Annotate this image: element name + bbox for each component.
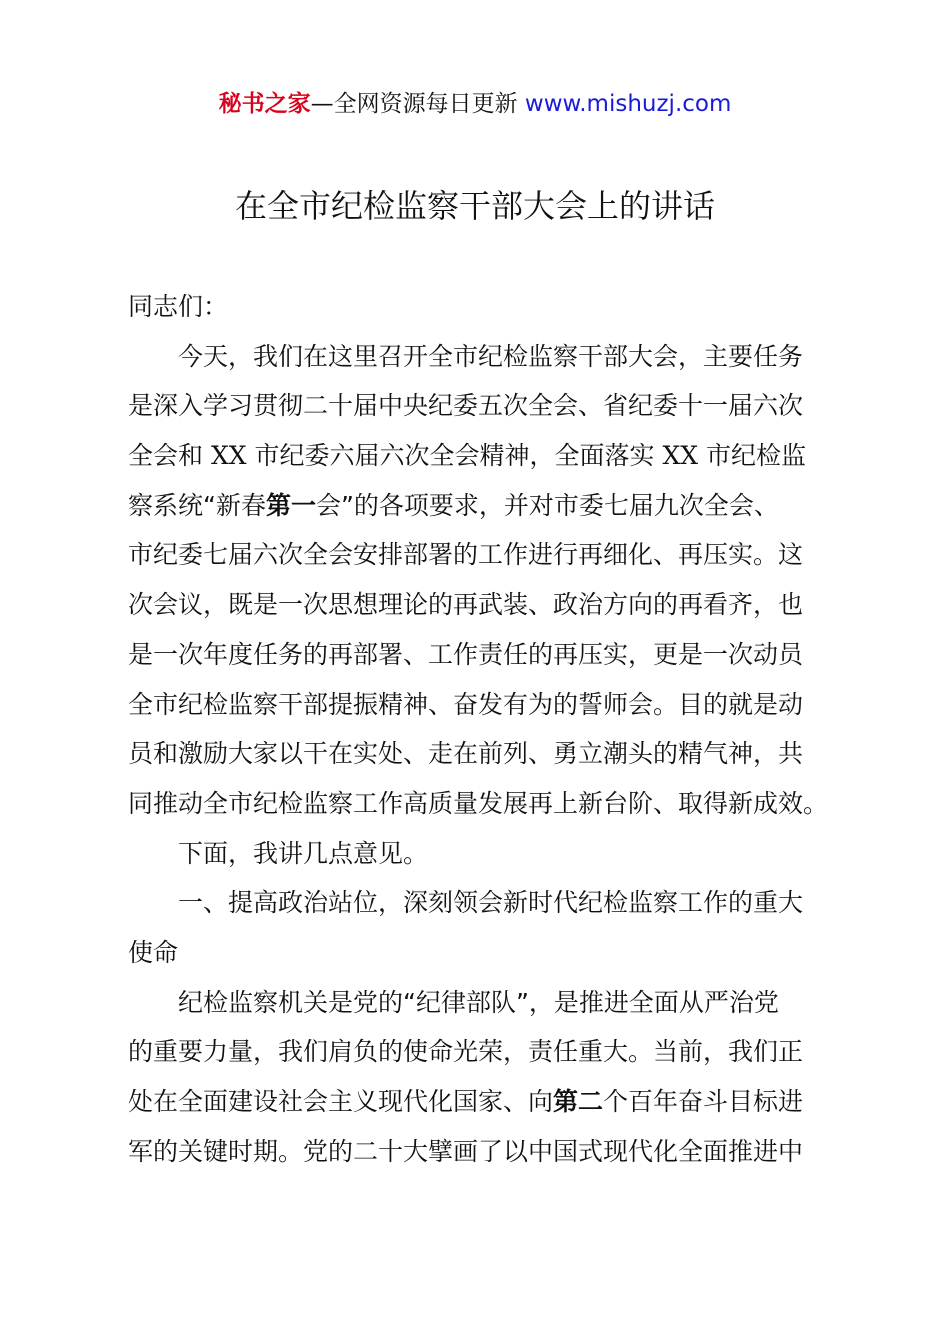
site-url[interactable]: www.mishuzj.com: [524, 91, 732, 117]
site-header: [0, 88, 950, 120]
text-run: 市纪委六届六次全会精神，全面落实: [246, 441, 663, 471]
document-body: [128, 282, 833, 1176]
text-run: 会”的各项要求，并对市委七届九次全会、: [315, 490, 779, 520]
paragraph-line: 纪检监察机关是党的“纪律部队”，是推进全面从严治党: [178, 987, 779, 1017]
bold-text-run: 第二: [553, 1087, 604, 1116]
text-run: XX: [662, 441, 699, 471]
paragraph-line: [128, 481, 833, 531]
paragraph-line: 的重要力量，我们肩负的使命光荣，责任重大。当前，我们正: [128, 1037, 804, 1067]
paragraph-line: 市纪委七届六次全会安排部署的工作进行再细化、再压实。这: [128, 540, 804, 570]
text-run: 察系统“新春: [128, 490, 266, 520]
paragraph-line: 是深入学习贯彻二十届中央纪委五次全会、省纪委十一届六次: [128, 391, 804, 421]
section-heading: 使命: [128, 937, 179, 967]
section-heading: 一、提高政治站位，深刻领会新时代纪检监察工作的重大: [178, 888, 804, 918]
paragraph-line: 下面，我讲几点意见。: [178, 838, 429, 868]
paragraph-line: 全市纪检监察干部提振精神、奋发有为的誓师会。目的就是动: [128, 689, 804, 719]
bold-text-run: 第一: [265, 490, 316, 520]
text-run: 全会和: [128, 441, 211, 471]
greeting: 同志们：: [128, 292, 229, 321]
text-run: XX: [210, 441, 247, 471]
paragraph-line: [128, 1077, 833, 1127]
paragraph-line: 是一次年度任务的再部署、工作责任的再压实，更是一次动员: [128, 639, 804, 669]
text-run: 市纪检监: [698, 441, 807, 471]
paragraph-line: 员和激励大家以干在实处、走在前列、勇立潮头的精气神，共: [128, 739, 804, 769]
paragraph-line: 同推动全市纪检监察工作高质量发展再上新台阶、取得新成效。: [128, 788, 829, 818]
paragraph-line: 军的关键时期。党的二十大擘画了以中国式现代化全面推进中: [128, 1136, 804, 1166]
document-title: 在全市纪检监察干部大会上的讲话: [234, 187, 715, 225]
paragraph-line: 今天，我们在这里召开全市纪检监察干部大会，主要任务: [178, 341, 804, 371]
paragraph-line: 次会议，既是一次思想理论的再武装、政治方向的再看齐，也: [128, 590, 804, 620]
text-run: 处在全面建设社会主义现代化国家、向: [128, 1087, 554, 1116]
text-run: 个百年奋斗目标进: [603, 1087, 804, 1116]
brand-name: 秘书之家: [218, 91, 311, 117]
header-tagline: —全网资源每日更新: [310, 91, 525, 117]
paragraph-line: [128, 431, 833, 481]
